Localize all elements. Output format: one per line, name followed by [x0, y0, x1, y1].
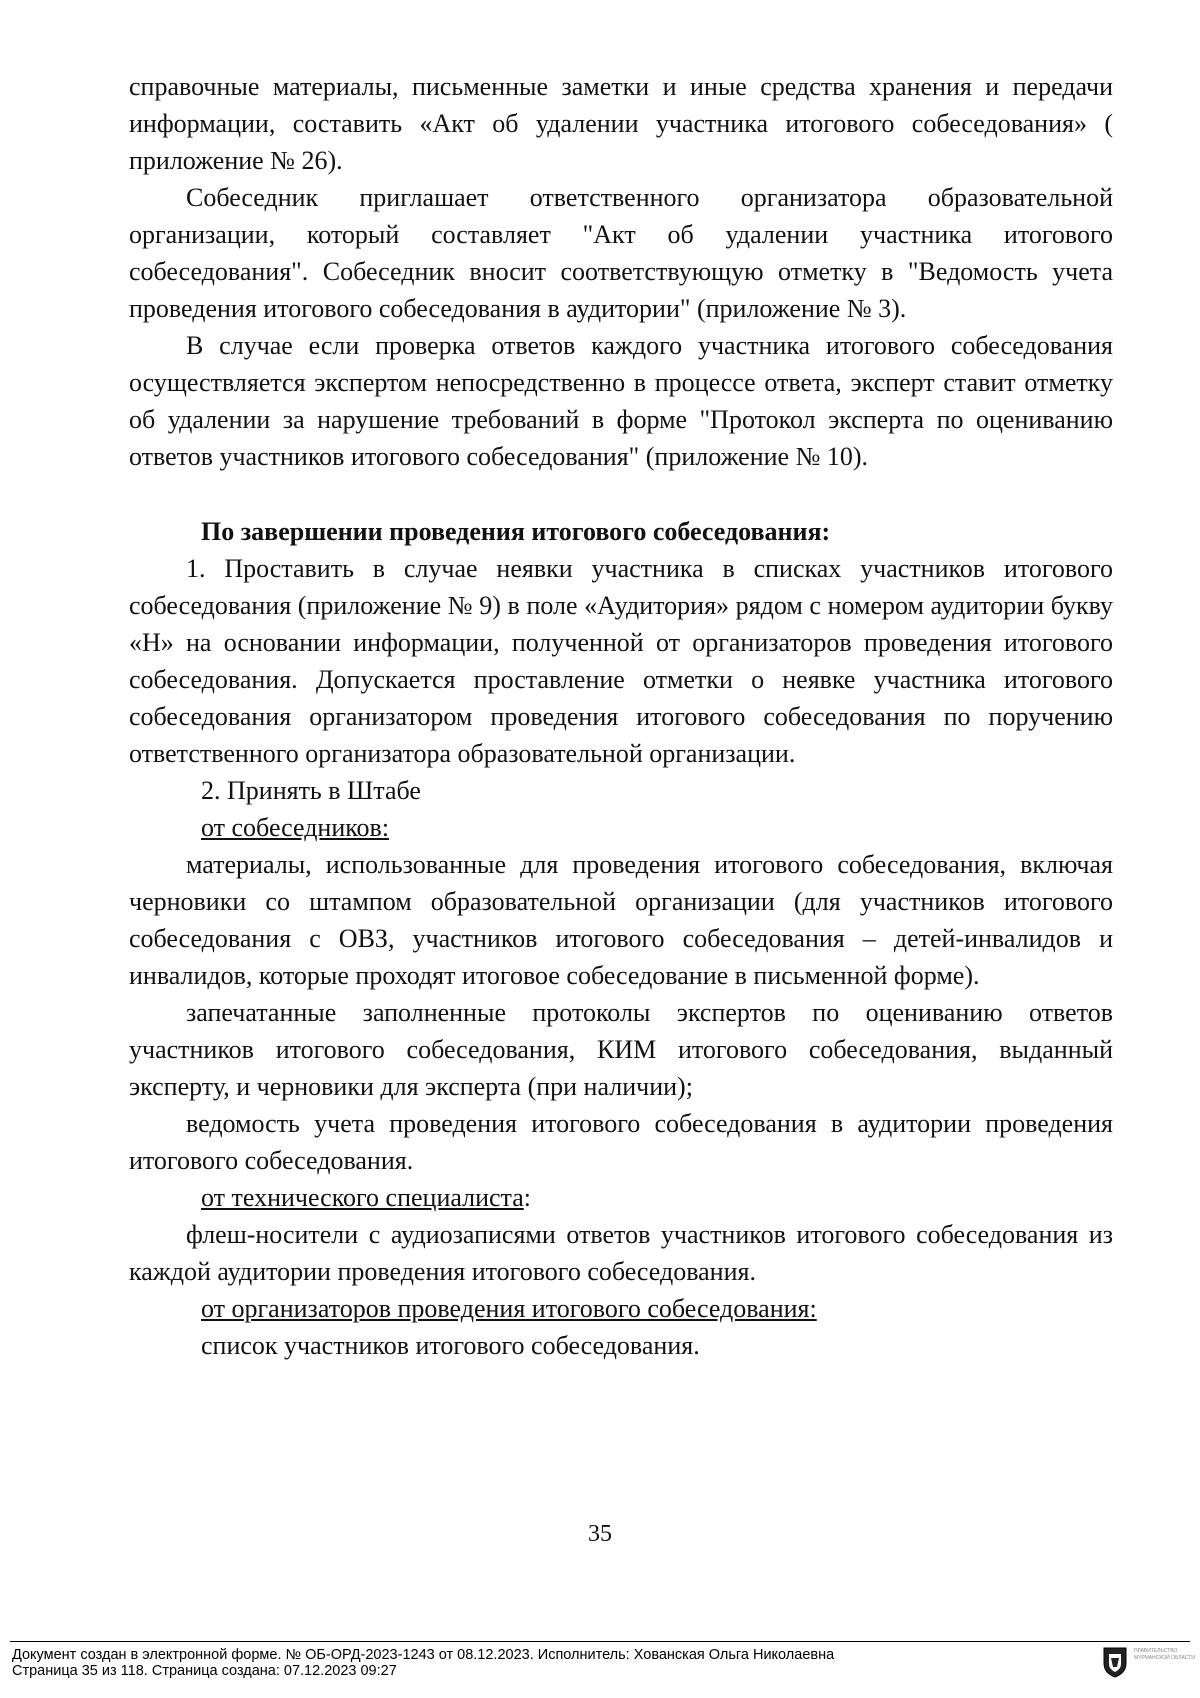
paragraph-item-1: 1. Проставить в случае неявки участника в списках участников итогового собеседования (приложение № 9) в поле «Аудитория» рядом с номером аудитории букву «Н» на основании информации, полученной от организаторов проведения итогового собеседования. Допускается проставление отметки о неявке участника итогового собеседования организатором проведения итогового собеседования по поручению ответственного организатора образовательной организации. [129, 554, 1113, 768]
paragraph-participant-list: список участников итогового собеседования. [201, 1331, 700, 1360]
paragraph-interviewer-materials: материалы, использованные для проведения итогового собеседования, включая черновики со штампом образовательной организации (для участников итогового собеседования с ОВЗ, участников итогового собеседования – детей-инвалидов и инвалидов, которые проходят итоговое собеседование в письменной форме). [129, 850, 1113, 990]
footer-line-2: Страница 35 из 118. Страница создана: 07.12.2023 09:27 [12, 1663, 397, 1679]
from-tech-colon: : [523, 1183, 532, 1212]
paragraph-materials: справочные материалы, письменные заметки и иные средства хранения и передачи информации, составить «Акт об удалении участника итогового собеседования» ( приложение № 26). [129, 72, 1113, 175]
paragraph-item-2: 2. Принять в Штабе [201, 776, 421, 805]
label-from-interviewers [129, 809, 1113, 846]
footer-line-1: Документ создан в электронной форме. № ОБ-ОРД-2023-1243 от 08.12.2023. Исполнитель: Хованская Ольга Николаевна [12, 1647, 835, 1663]
label-from-organizers [129, 1290, 1113, 1327]
paragraph-expert-removal-mark: В случае если проверка ответов каждого участника итогового собеседования осуществляется экспертом непосредственно в процессе ответа, эксперт ставит отметку об удалении за нарушение требований в форме "Протокол эксперта по оцениванию ответов участников итогового собеседования" (приложение № 10). [129, 331, 1113, 471]
from-interviewers-label: от собеседников: [201, 813, 390, 842]
paragraph-interviewer-invites: Собеседник приглашает ответственного организатора образовательной организации, который составляет "Акт об удалении участника итогового собеседования". Собеседник вносит соответствующую отметку в "Ведомость учета проведения итогового собеседования в аудитории" (приложение № 3). [129, 183, 1113, 323]
paragraph-attendance-record: ведомость учета проведения итогового собеседования в аудитории проведения итогового собеседования. [129, 1109, 1113, 1175]
paragraph-sealed-protocols: запечатанные заполненные протоколы экспертов по оцениванию ответов участников итогового собеседования, КИМ итогового собеседования, выданный эксперту, и черновики для эксперта (при наличии); [129, 998, 1113, 1101]
coat-of-arms-icon [1100, 1645, 1130, 1679]
emblem-text: ПРАВИТЕЛЬСТВО МУРМАНСКОЙ ОБЛАСТИ [1134, 1648, 1195, 1661]
paragraph-flash-drives: флеш-носители с аудиозаписями ответов участников итогового собеседования из каждой аудитории проведения итогового собеседования. [129, 1220, 1113, 1286]
from-tech-label: от технического специалиста [201, 1183, 524, 1212]
footer [12, 1647, 834, 1679]
section-heading: По завершении проведения итогового собеседования: [201, 517, 831, 546]
document-body [129, 68, 1113, 1364]
label-from-tech [129, 1179, 1113, 1216]
page-number: 35 [588, 1521, 612, 1547]
footer-divider [10, 1641, 1190, 1642]
from-organizers-label: от организаторов проведения итогового собеседования: [201, 1294, 817, 1323]
